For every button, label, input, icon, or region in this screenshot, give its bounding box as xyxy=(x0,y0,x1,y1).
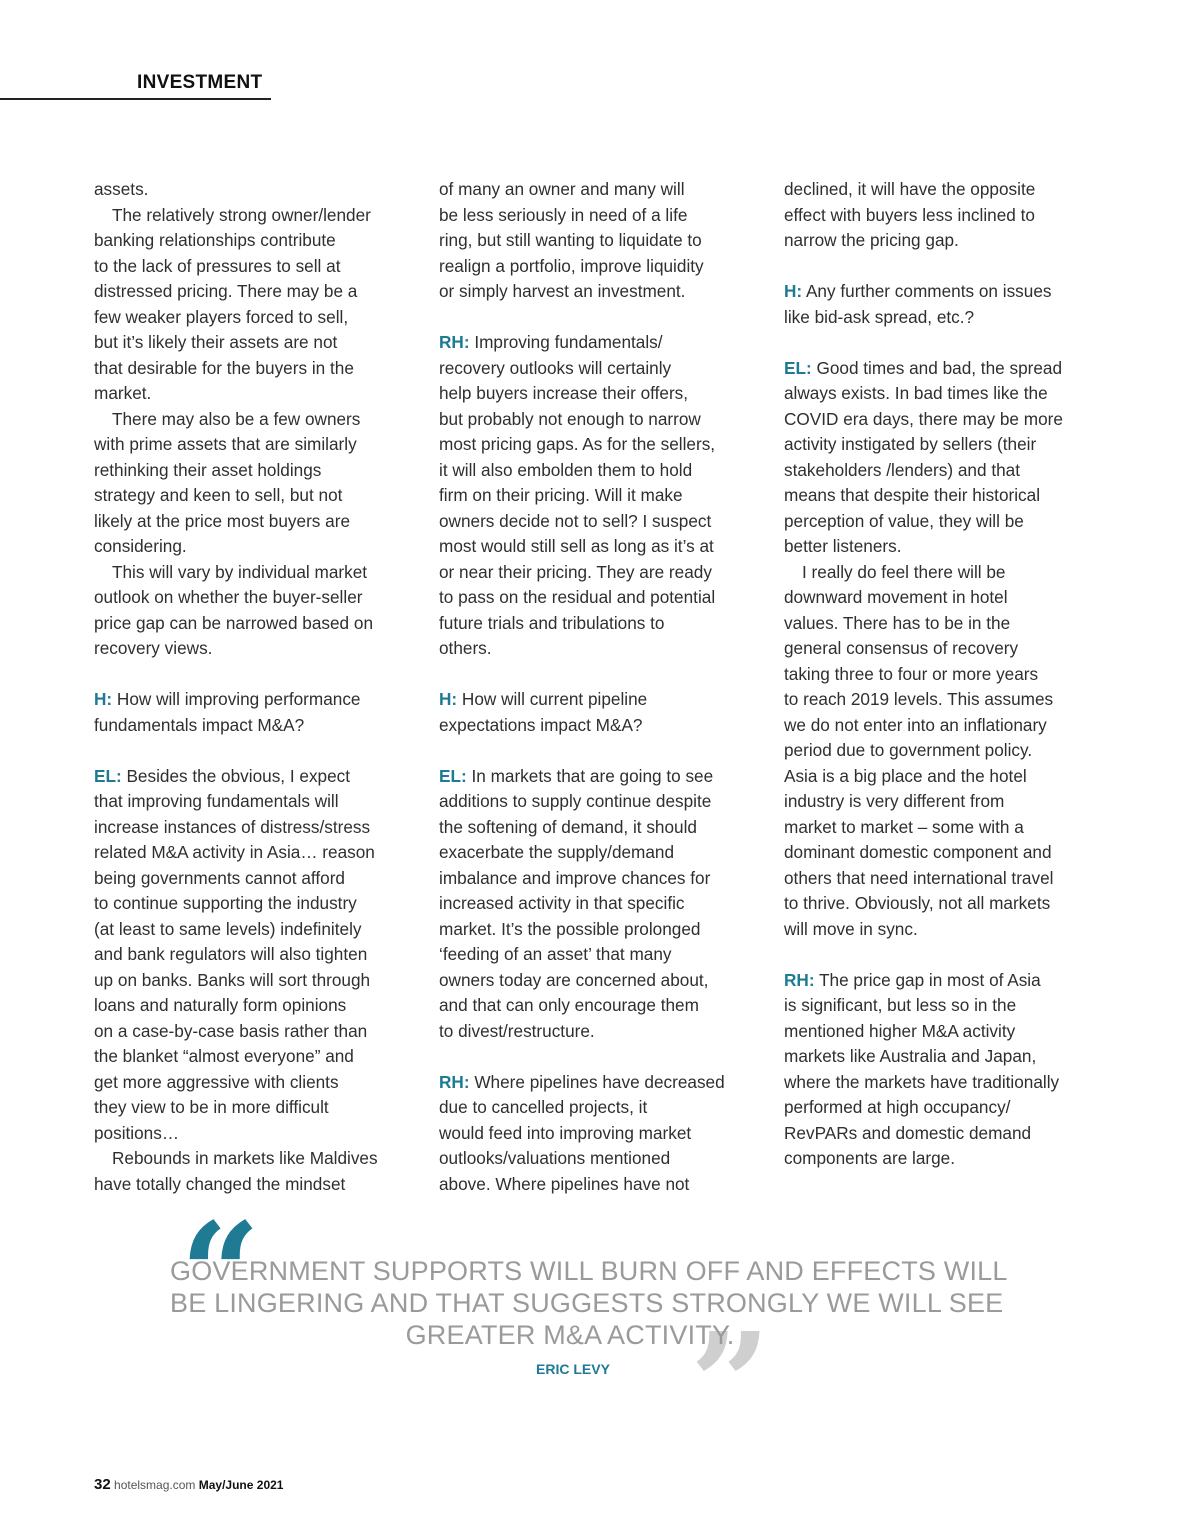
article-line-text: it will also embolden them to hold xyxy=(439,459,693,480)
article-line xyxy=(784,917,1114,943)
article-line xyxy=(94,789,422,815)
article-line-text: and that can only encourage them xyxy=(439,995,699,1015)
article-line xyxy=(784,993,1114,1019)
article-line-text: I really do feel there will be xyxy=(802,561,1006,582)
article-line-text: dominant domestic component and xyxy=(784,842,1052,862)
article-line xyxy=(439,866,767,892)
article-line-text: assets. xyxy=(94,179,149,199)
article-line xyxy=(94,840,422,866)
article-line xyxy=(784,1121,1114,1147)
article-line xyxy=(94,611,422,637)
speaker-label: RH: xyxy=(784,969,815,990)
article-line xyxy=(784,483,1114,509)
article-line xyxy=(439,789,767,815)
article-line xyxy=(784,968,1114,994)
article-line xyxy=(439,687,767,713)
article-line-text: but it’s likely their assets are not xyxy=(94,332,338,352)
article-line xyxy=(439,458,767,484)
article-line-text: others that need international travel xyxy=(784,867,1054,888)
article-line-text: Asia is a big place and the hotel xyxy=(784,765,1027,786)
article-line xyxy=(439,407,767,433)
article-line-text: get more aggressive with clients xyxy=(94,1071,339,1092)
article-line-text: due to cancelled projects, it xyxy=(439,1097,648,1117)
article-line xyxy=(94,1070,422,1096)
article-column-3 xyxy=(784,177,1114,1172)
article-line xyxy=(94,203,422,229)
article-line-text: owners decide not to sell? I suspect xyxy=(439,510,712,531)
article-line xyxy=(94,917,422,943)
article-line-text: There may also be a few owners xyxy=(112,408,361,429)
article-line xyxy=(439,1019,767,1045)
article-line-text: activity instigated by sellers (their xyxy=(784,434,1037,454)
article-line-text: to divest/restructure. xyxy=(439,1020,595,1041)
article-line xyxy=(439,177,767,203)
article-line-text: Improving fundamentals/ xyxy=(469,332,663,352)
article-line xyxy=(94,585,422,611)
article-line xyxy=(784,1019,1114,1045)
article-line-text: increased activity in that specific xyxy=(439,893,685,913)
article-line xyxy=(94,1121,422,1147)
article-line xyxy=(784,560,1114,586)
article-line xyxy=(784,1070,1114,1096)
article-line-text: market. It’s the possible prolonged xyxy=(439,918,701,939)
article-line xyxy=(439,381,767,407)
article-line xyxy=(784,1044,1114,1070)
article-line-text: fundamentals impact M&A? xyxy=(94,714,305,735)
article-line xyxy=(784,815,1114,841)
article-line xyxy=(439,534,767,560)
section-label: INVESTMENT xyxy=(137,72,263,93)
article-line-text: ring, but still wanting to liquidate to xyxy=(439,230,702,250)
article-line xyxy=(94,942,422,968)
article-line-text: This will vary by individual market xyxy=(112,561,368,582)
article-line xyxy=(94,381,422,407)
article-line xyxy=(784,356,1114,382)
pull-quote-line: BE LINGERING AND THAT SUGGESTS STRONGLY WE WILL SEE xyxy=(170,1288,1004,1318)
article-line xyxy=(94,1095,422,1121)
article-line-text: with prime assets that are similarly xyxy=(94,434,357,454)
article-line-text: loans and naturally form opinions xyxy=(94,995,347,1015)
article-line-text: like bid-ask spread, etc.? xyxy=(784,306,975,327)
article-line-text: Rebounds in markets like Maldives xyxy=(112,1148,378,1168)
article-line xyxy=(439,764,767,790)
article-line-text: or near their pricing. They are ready xyxy=(439,561,712,582)
article-line xyxy=(94,228,422,254)
article-line xyxy=(439,254,767,280)
article-line-text: most would still sell as long as it’s at xyxy=(439,536,714,556)
article-line xyxy=(784,432,1114,458)
article-line-text: to continue supporting the industry xyxy=(94,893,357,913)
article-line xyxy=(439,636,767,662)
article-line xyxy=(94,1019,422,1045)
article-line xyxy=(94,330,422,356)
article-line xyxy=(94,993,422,1019)
speaker-label: EL: xyxy=(784,357,812,378)
article-line xyxy=(439,891,767,917)
article-line-text: price gap can be narrowed based on xyxy=(94,612,374,633)
article-line xyxy=(94,1044,422,1070)
article-line xyxy=(439,330,767,356)
article-line-text: related M&A activity in Asia… reason xyxy=(94,842,375,862)
speaker-label: H: xyxy=(439,689,458,709)
article-line xyxy=(94,432,422,458)
article-line xyxy=(784,228,1114,254)
article-line-text: Any further comments on issues xyxy=(802,281,1052,301)
page-number: 32 xyxy=(94,1476,111,1493)
article-line xyxy=(439,993,767,1019)
pull-quote-attribution: ERIC LEVY xyxy=(536,1361,610,1377)
article-line xyxy=(94,305,422,331)
pull-quote-line: GREATER M&A ACTIVITY. xyxy=(405,1320,735,1350)
article-line-text: or simply harvest an investment. xyxy=(439,281,686,301)
article-line-text: that desirable for the buyers in the xyxy=(94,357,354,378)
article-line-text: to reach 2019 levels. This assumes xyxy=(784,689,1054,709)
article-line-text: above. Where pipelines have not xyxy=(439,1173,690,1194)
article-line xyxy=(439,560,767,586)
article-line xyxy=(784,891,1114,917)
article-line-text: performed at high occupancy/ xyxy=(784,1097,1011,1117)
article-line-text: few weaker players forced to sell, xyxy=(94,306,349,327)
article-line-text: (at least to same levels) indefinitely xyxy=(94,918,362,939)
article-line-text: effect with buyers less inclined to xyxy=(784,204,1035,225)
article-line xyxy=(439,432,767,458)
article-line xyxy=(94,713,422,739)
article-line-text: recovery outlooks will certainly xyxy=(439,357,672,378)
article-line xyxy=(94,509,422,535)
article-line-text: most pricing gaps. As for the sellers, xyxy=(439,434,716,454)
article-line-text: we do not enter into an inflationary xyxy=(784,714,1047,735)
site-url: hotelsmag.com xyxy=(114,1478,196,1492)
article-line xyxy=(94,560,422,586)
article-line xyxy=(784,789,1114,815)
article-line-text: to pass on the residual and potential xyxy=(439,587,716,607)
article-line-text: better listeners. xyxy=(784,536,902,556)
article-line xyxy=(439,1172,767,1198)
article-line xyxy=(439,356,767,382)
article-line xyxy=(784,738,1114,764)
article-line-text: exacerbate the supply/demand xyxy=(439,842,675,862)
article-line-text: period due to government policy. xyxy=(784,740,1033,760)
article-line xyxy=(94,407,422,433)
article-line-text: outlook on whether the buyer-seller xyxy=(94,587,363,607)
article-line-text: market. xyxy=(94,383,152,403)
article-line-text: strategy and keen to sell, but not xyxy=(94,485,343,505)
article-line-text: on a case-by-case basis rather than xyxy=(94,1020,368,1041)
article-line xyxy=(784,458,1114,484)
article-line-text: up on banks. Banks will sort through xyxy=(94,969,371,990)
article-line xyxy=(439,611,767,637)
article-line xyxy=(94,356,422,382)
article-line-text: help buyers increase their offers, xyxy=(439,383,689,403)
article-line-text: banking relationships contribute xyxy=(94,230,336,250)
article-line-text: positions… xyxy=(94,1122,180,1143)
article-line-text: always exists. In bad times like the xyxy=(784,383,1048,403)
article-line xyxy=(94,279,422,305)
article-line xyxy=(94,968,422,994)
article-line-text: realign a portfolio, improve liquidity xyxy=(439,255,704,276)
article-line-text: but probably not enough to narrow xyxy=(439,408,701,429)
article-line xyxy=(784,534,1114,560)
article-line-text: markets like Australia and Japan, xyxy=(784,1046,1037,1066)
article-line-text: perception of value, they will be xyxy=(784,510,1024,531)
article-line-text: industry is very different from xyxy=(784,791,1005,811)
article-line xyxy=(439,228,767,254)
article-line-text: outlooks/valuations mentioned xyxy=(439,1148,671,1168)
article-line xyxy=(784,713,1114,739)
article-column-1 xyxy=(94,177,422,1197)
article-line-text: considering. xyxy=(94,536,187,556)
article-line xyxy=(94,891,422,917)
article-line xyxy=(94,866,422,892)
article-line-text: being governments cannot afford xyxy=(94,867,345,888)
article-line-text: COVID era days, there may be more xyxy=(784,408,1063,429)
article-line-text: will move in sync. xyxy=(784,918,918,939)
speaker-label: RH: xyxy=(439,1071,470,1092)
article-line-text: taking three to four or more years xyxy=(784,663,1039,684)
speaker-label: RH: xyxy=(439,332,470,352)
article-line-text: future trials and tribulations to xyxy=(439,612,665,633)
article-line-text: mentioned higher M&A activity xyxy=(784,1020,1016,1041)
article-line-text: rethinking their asset holdings xyxy=(94,459,322,480)
article-line xyxy=(439,840,767,866)
article-line xyxy=(94,534,422,560)
article-line xyxy=(439,1070,767,1096)
article-line-text: where the markets have traditionally xyxy=(784,1071,1060,1092)
article-line xyxy=(784,687,1114,713)
article-line xyxy=(439,203,767,229)
article-line xyxy=(784,585,1114,611)
article-line-text: narrow the pricing gap. xyxy=(784,230,959,250)
speaker-label: EL: xyxy=(439,765,467,786)
article-line-text: means that despite their historical xyxy=(784,485,1041,505)
article-line-text: The relatively strong owner/lender xyxy=(112,204,371,225)
article-line xyxy=(784,1095,1114,1121)
article-line-text: additions to supply continue despite xyxy=(439,791,712,811)
article-line-text: is significant, but less so in the xyxy=(784,995,1017,1015)
article-line xyxy=(439,1095,767,1121)
article-line xyxy=(94,764,422,790)
article-line-text: expectations impact M&A? xyxy=(439,714,643,735)
article-line xyxy=(94,254,422,280)
article-line-text: components are large. xyxy=(784,1148,956,1168)
issue-date: May/June 2021 xyxy=(198,1478,284,1492)
article-line-text: the softening of demand, it should xyxy=(439,816,697,837)
article-line-text: In markets that are going to see xyxy=(466,765,714,786)
article-line xyxy=(784,305,1114,331)
article-column-2 xyxy=(439,177,767,1197)
pull-quote-text xyxy=(170,1255,1008,1351)
article-line-text: values. There has to be in the xyxy=(784,612,1011,633)
close-quote-mark: ” xyxy=(690,1303,771,1467)
article-line-text: would feed into improving market xyxy=(439,1122,692,1143)
speaker-label: EL: xyxy=(94,765,122,786)
article-line xyxy=(439,917,767,943)
article-line xyxy=(784,203,1114,229)
article-line xyxy=(784,381,1114,407)
article-line-text: recovery views. xyxy=(94,638,213,658)
article-line-text: likely at the price most buyers are xyxy=(94,510,351,531)
article-line-text: increase instances of distress/stress xyxy=(94,816,371,837)
article-line xyxy=(784,764,1114,790)
article-line-text: firm on their pricing. Will it make xyxy=(439,485,683,505)
article-line xyxy=(439,279,767,305)
article-line-text: imbalance and improve chances for xyxy=(439,867,711,888)
article-line-text: to thrive. Obviously, not all markets xyxy=(784,893,1051,913)
pull-quote-line: GOVERNMENT SUPPORTS WILL BURN OFF AND EFFECTS WILL xyxy=(170,1256,1008,1286)
article-line-text: general consensus of recovery xyxy=(784,638,1019,658)
article-line xyxy=(439,968,767,994)
article-line-text: market to market – some with a xyxy=(784,816,1024,837)
open-quote-mark: “ xyxy=(180,1193,261,1357)
article-line xyxy=(94,815,422,841)
pull-quote xyxy=(170,1193,1008,1467)
article-line-text: to the lack of pressures to sell at xyxy=(94,255,341,276)
article-line xyxy=(439,509,767,535)
article-line xyxy=(94,483,422,509)
article-line-text: declined, it will have the opposite xyxy=(784,179,1036,199)
article-line xyxy=(94,636,422,662)
article-line xyxy=(439,713,767,739)
speaker-label: H: xyxy=(784,281,803,301)
article-line-text: The price gap in most of Asia xyxy=(814,969,1041,990)
page-footer xyxy=(94,1476,283,1493)
article-line-text: they view to be in more difficult xyxy=(94,1097,329,1117)
article-line xyxy=(784,636,1114,662)
article-line-text: distressed pricing. There may be a xyxy=(94,281,358,301)
article-line-text: others. xyxy=(439,638,492,658)
article-line xyxy=(784,177,1114,203)
speaker-label: H: xyxy=(94,689,113,709)
article-line xyxy=(784,840,1114,866)
article-line xyxy=(439,942,767,968)
article-line-text: Good times and bad, the spread xyxy=(811,357,1063,378)
article-line-text: the blanket “almost everyone” and xyxy=(94,1046,354,1066)
article-line-text: How will improving performance xyxy=(112,689,361,709)
article-line xyxy=(94,1146,422,1172)
article-line xyxy=(784,611,1114,637)
article-line xyxy=(784,1146,1114,1172)
article-line-text: be less seriously in need of a life xyxy=(439,204,688,225)
article-line xyxy=(94,458,422,484)
article-line-text: How will current pipeline xyxy=(457,689,648,709)
section-rule xyxy=(0,98,271,100)
article-line-text: RevPARs and domestic demand xyxy=(784,1122,1032,1143)
article-line xyxy=(784,407,1114,433)
article-line-text: downward movement in hotel xyxy=(784,587,1008,607)
article-line xyxy=(94,177,422,203)
article-line xyxy=(94,687,422,713)
article-line-text: stakeholders /lenders) and that xyxy=(784,459,1020,480)
article-line-text: of many an owner and many will xyxy=(439,179,685,199)
article-line xyxy=(439,815,767,841)
article-line xyxy=(439,1146,767,1172)
article-line-text: and bank regulators will also tighten xyxy=(94,944,368,964)
article-line xyxy=(439,483,767,509)
article-line-text: owners today are concerned about, xyxy=(439,969,709,990)
article-line xyxy=(784,279,1114,305)
article-line xyxy=(784,866,1114,892)
article-line-text: that improving fundamentals will xyxy=(94,791,339,811)
article-line-text: ‘feeding of an asset’ that many xyxy=(439,944,672,964)
article-line-text: Besides the obvious, I expect xyxy=(121,765,351,786)
article-line-text: have totally changed the mindset xyxy=(94,1173,346,1194)
article-line xyxy=(439,1121,767,1147)
article-line xyxy=(439,585,767,611)
article-line-text: Where pipelines have decreased xyxy=(469,1071,725,1092)
article-line xyxy=(784,662,1114,688)
article-line xyxy=(784,509,1114,535)
